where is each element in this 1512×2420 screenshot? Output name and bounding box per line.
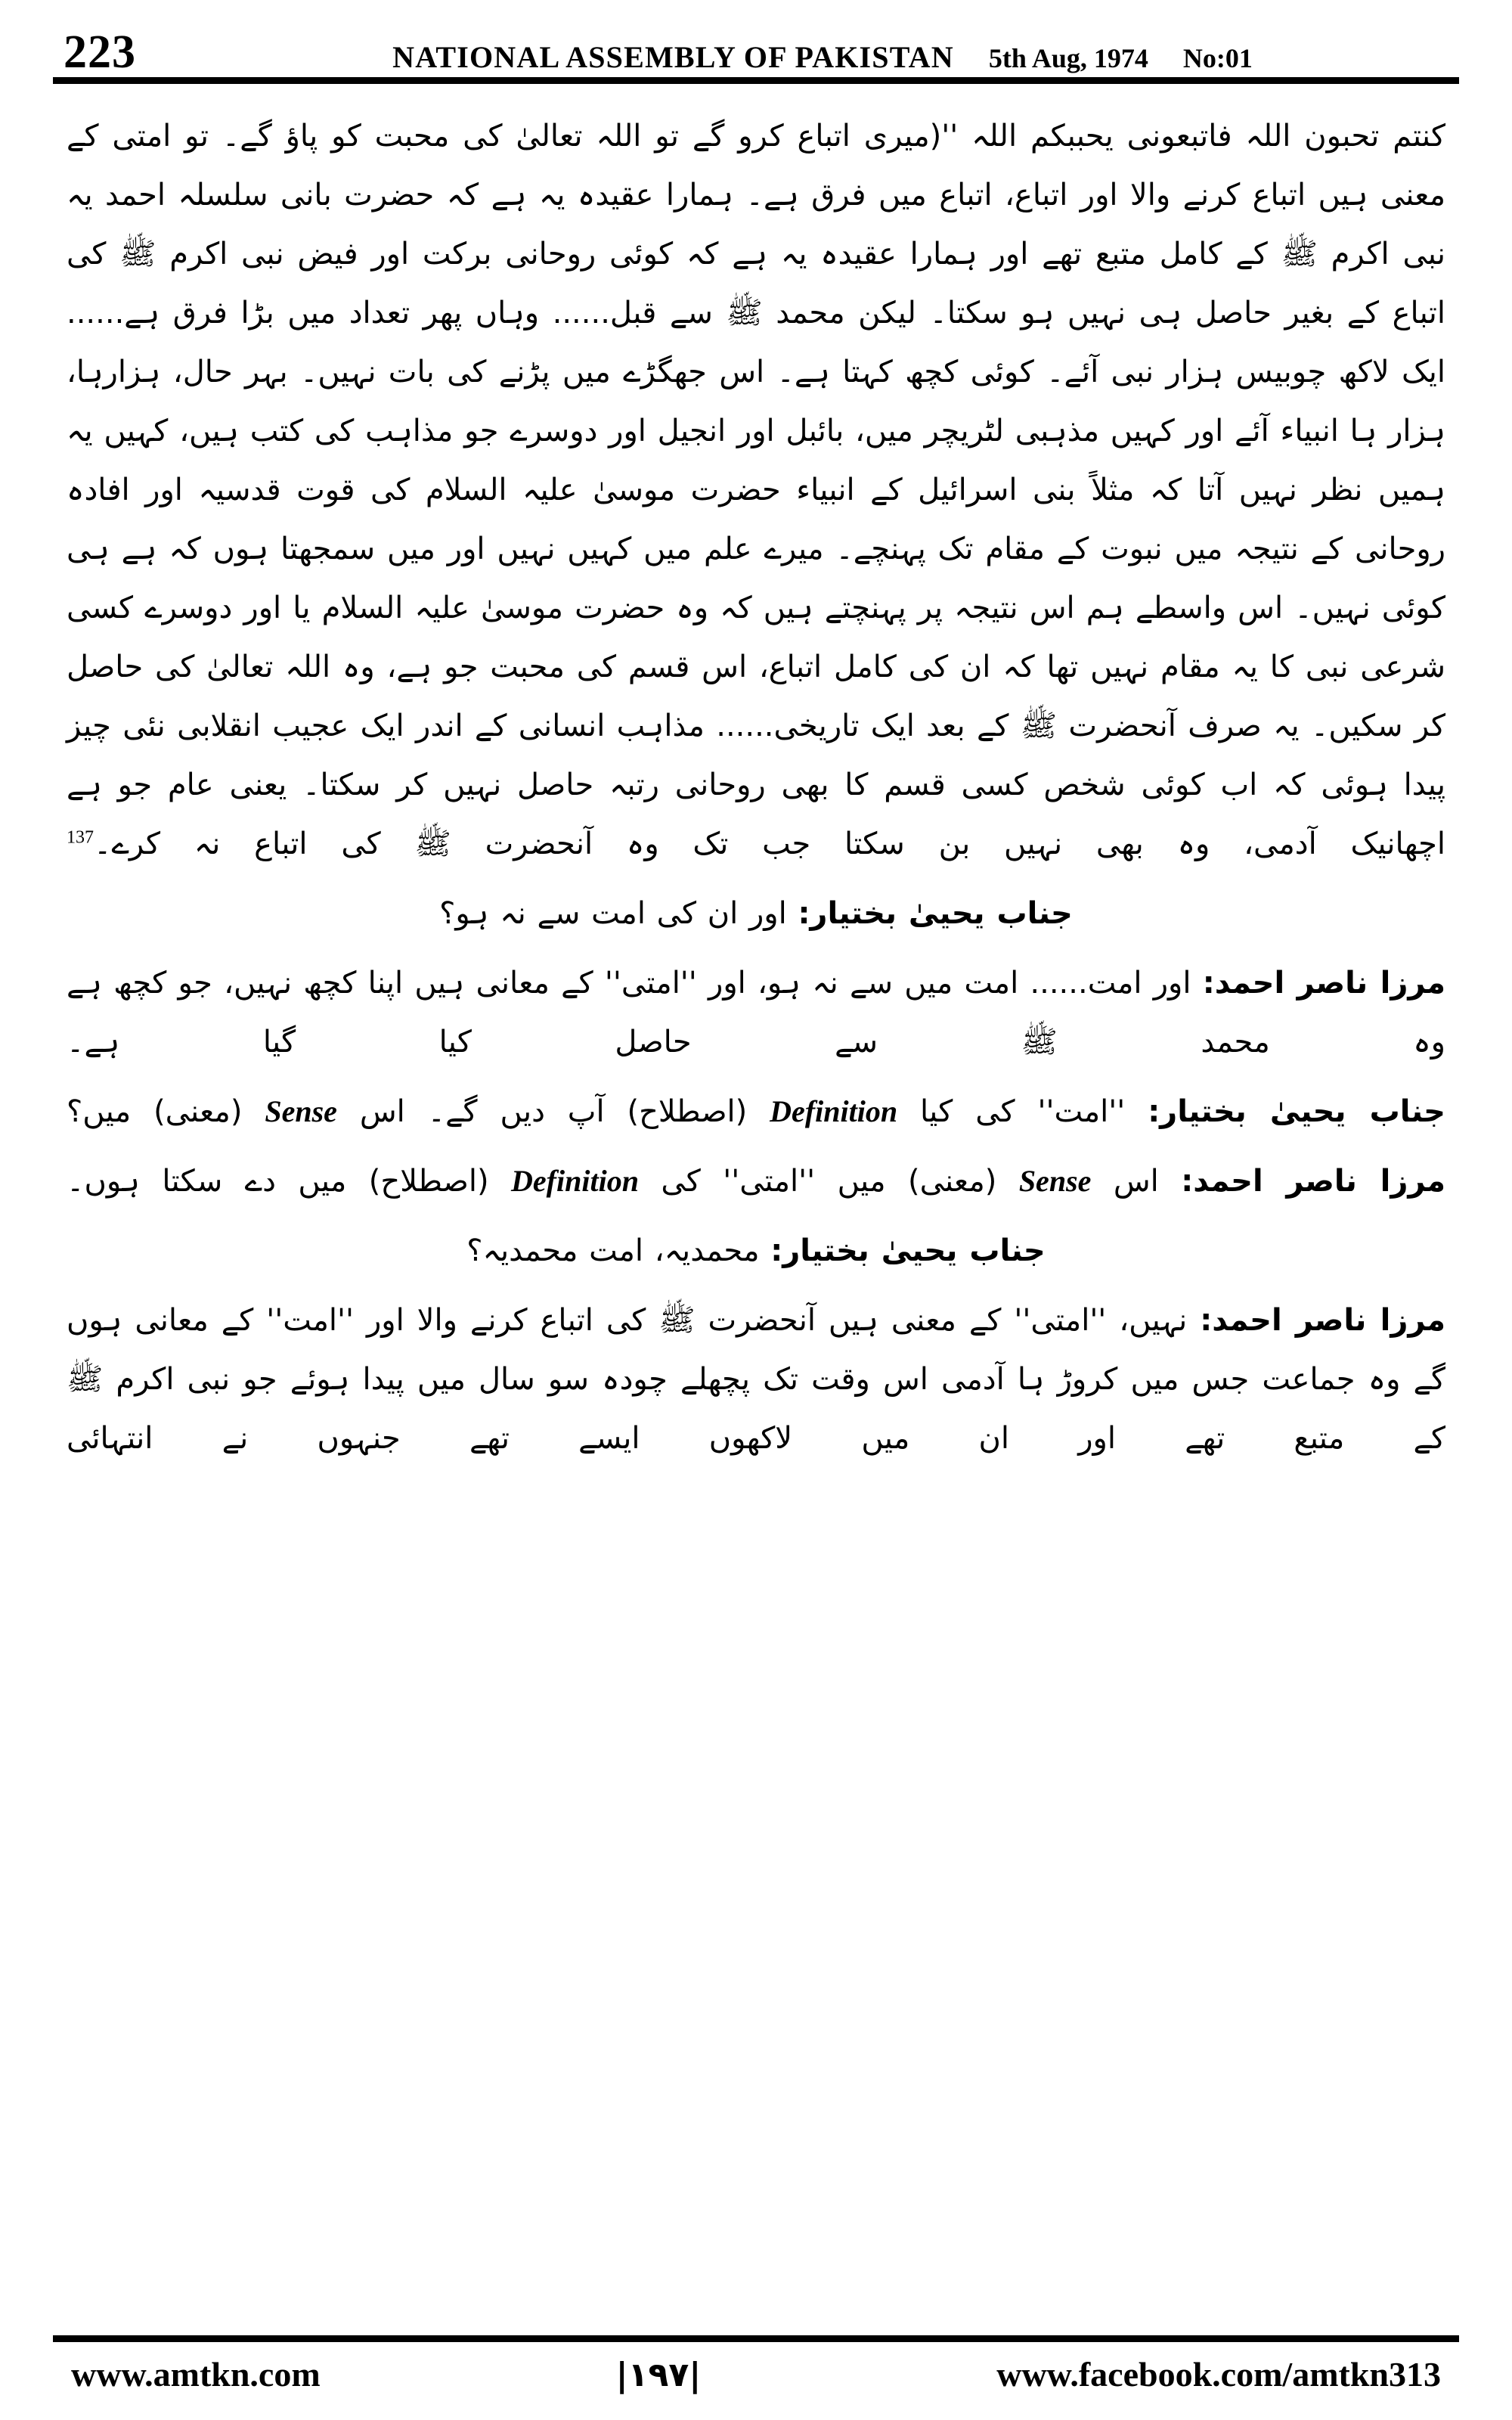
exchange-3-text-a: ''امت'' کی کیا	[919, 1094, 1126, 1129]
exchange-5-text: محمدیہ، امت محمدیہ؟	[466, 1233, 760, 1268]
exchange-4-text-c: (اصطلاح) میں دے سکتا ہوں۔	[67, 1164, 489, 1199]
exchange-3-text-c: (معنی) میں؟	[67, 1094, 243, 1129]
exchange-2	[67, 954, 1445, 1072]
exchange-1-text: اور ان کی امت سے نہ ہو؟	[439, 896, 787, 931]
exchange-4-term-sense: Sense	[1018, 1164, 1092, 1198]
page-body	[53, 84, 1459, 1468]
exchange-6-text: نہیں، ''امتی'' کے معنی ہیں آنحضرت ﷺ کی اتباع کرنے والا اور ''امت'' کے معانی ہوں گے وہ جماعت جس میں کروڑ ہا آدمی اس وقت تک پچھلے چودہ سو سال میں پیدا ہوئے جو نبی اکرم ﷺ کے متبع تھے اور ان میں لاکھوں ایسے تھے جنہوں نے انتہائی	[67, 1303, 1445, 1456]
exchange-3-speaker: جناب یحییٰ بختیار:	[1148, 1094, 1445, 1129]
footer-facebook-link[interactable]: www.facebook.com/amtkn313	[996, 2355, 1441, 2394]
exchange-6-speaker: مرزا ناصر احمد:	[1200, 1303, 1445, 1338]
assembly-title: NATIONAL ASSEMBLY OF PAKISTAN	[392, 40, 954, 74]
exchange-5	[67, 1221, 1445, 1280]
session-date: 5th Aug, 1974	[988, 43, 1148, 73]
page-number: 223	[64, 26, 136, 78]
footer-page-label: |۱۹۷|	[615, 2356, 702, 2394]
exchange-4-speaker: مرزا ناصر احمد:	[1181, 1164, 1445, 1199]
main-paragraph	[67, 107, 1445, 873]
exchange-5-speaker: جناب یحییٰ بختیار:	[770, 1233, 1046, 1268]
exchange-1	[67, 884, 1445, 943]
exchange-6	[67, 1291, 1445, 1468]
page-header	[53, 0, 1459, 78]
footnote-marker: 137	[67, 827, 94, 848]
page-footer-wrap	[53, 2335, 1459, 2394]
header-center	[186, 39, 1459, 75]
exchange-2-speaker: مرزا ناصر احمد:	[1202, 966, 1446, 1001]
exchange-4-term-definition: Definition	[511, 1164, 639, 1198]
exchange-3	[67, 1082, 1445, 1141]
footer-divider	[53, 2335, 1459, 2342]
exchange-4	[67, 1152, 1445, 1211]
exchange-3-term-sense: Sense	[265, 1094, 337, 1128]
main-paragraph-text: کنتم تحبون اللہ فاتبعونی یحببکم اللہ ''(میری اتباع کرو گے تو اللہ تعالیٰ کی محبت کو پاؤ گے۔ تو امتی کے معنی ہیں اتباع کرنے والا اور اتباع، اتباع میں فرق ہے۔ ہمارا عقیدہ یہ ہے کہ حضرت بانی سلسلہ احمد یہ نبی اکرم ﷺ کے کامل متبع تھے اور ہمارا عقیدہ یہ ہے کہ کوئی روحانی برکت اور فیض نبی اکرم ﷺ کی اتباع کے بغیر حاصل ہی نہیں ہو سکتا۔ لیکن محمد ﷺ سے قبل...... وہاں پھر تعداد میں بڑا فرق ہے...... ایک لاکھ چوبیس ہزار نبی آئے۔ کوئی کچھ کہتا ہے۔ اس جھگڑے میں پڑنے کی بات نہیں۔ بہر حال، ہزارہا، ہزار ہا انبیاء آئے اور کہیں مذہبی لٹریچر میں، بائبل اور انجیل اور دوسرے جو مذاہب کی کتب ہیں، کہیں یہ ہمیں نظر نہیں آتا کہ مثلاً بنی اسرائیل کے انبیاء حضرت موسیٰ علیہ السلام کی قوت قدسیہ اور افادہ روحانی کے نتیجہ میں نبوت کے مقام تک پہنچے۔ میرے علم میں کہیں نہیں اور میں سمجھتا ہوں کہ ہے ہی کوئی نہیں۔ اس واسطے ہم اس نتیجہ پر پہنچتے ہیں کہ وہ حضرت موسیٰ علیہ السلام یا اور دوسرے کسی شرعی نبی کا یہ مقام نہیں تھا کہ ان کی کامل اتباع، اس قسم کی محبت جو ہے، وہ اللہ تعالیٰ کی حاصل کر سکیں۔ یہ صرف آنحضرت ﷺ کے بعد ایک تاریخی...... مذاہب انسانی کے اندر ایک عجیب انقلابی نئی چیز پیدا ہوئی کہ اب کوئی شخص کسی قسم کا بھی روحانی رتبہ حاصل نہیں کر سکتا۔ یعنی عام جو ہے اچھانیک آدمی، وہ بھی نہیں بن سکتا جب تک وہ آنحضرت ﷺ کی اتباع نہ کرے۔	[67, 119, 1446, 861]
exchange-3-text-b: (اصطلاح) آپ دیں گے۔ اس	[359, 1094, 748, 1129]
exchange-1-speaker: جناب یحییٰ بختیار:	[798, 896, 1073, 931]
header-divider	[53, 77, 1459, 84]
page-footer	[53, 2354, 1459, 2394]
exchange-4-text-a: اس	[1113, 1164, 1159, 1199]
exchange-4-text-b: (معنی) میں ''امتی'' کی	[661, 1164, 997, 1199]
session-number: No:01	[1182, 43, 1253, 73]
footer-website-link[interactable]: www.amtkn.com	[71, 2355, 321, 2394]
exchange-2-text: اور امت...... امت میں سے نہ ہو، اور ''امتی'' کے معانی ہیں اپنا کچھ نہیں، جو کچھ ہے وہ محمد ﷺ سے حاصل کیا گیا ہے۔	[67, 966, 1445, 1060]
exchange-3-term-definition: Definition	[770, 1094, 898, 1128]
